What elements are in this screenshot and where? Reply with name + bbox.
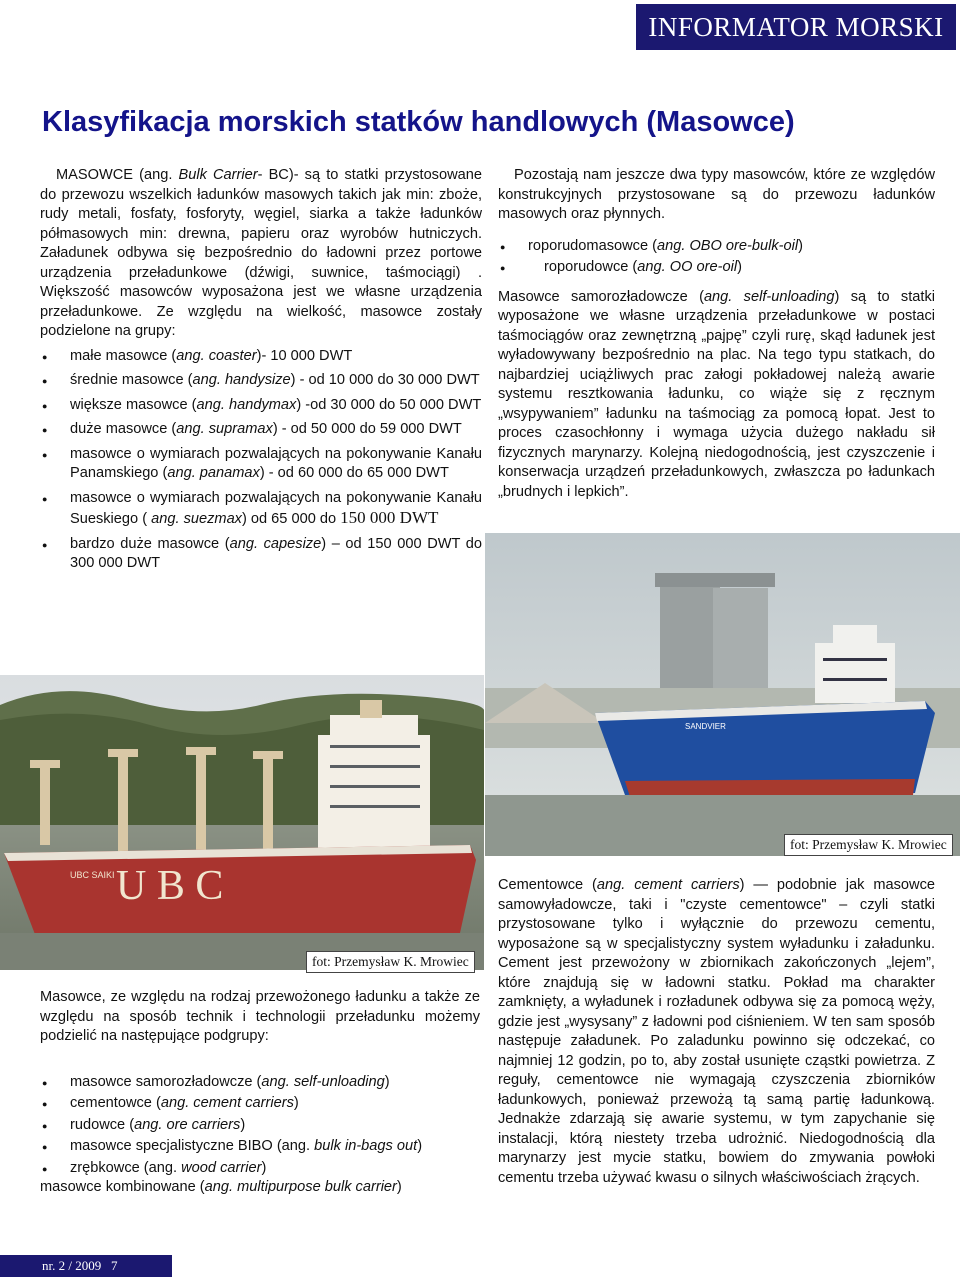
item-term: ang. self-unloading — [261, 1073, 385, 1090]
item-post: ) — [240, 1116, 246, 1133]
item-pre: roporudowce ( — [544, 259, 638, 275]
mixed-type-item — [498, 237, 935, 257]
mixed-types-list — [498, 237, 935, 278]
item-term: ang. ore carriers — [134, 1116, 241, 1133]
item-term: bulk in-bags out — [314, 1138, 418, 1154]
item-post: ) - od 10 000 do 30 000 DWT — [290, 372, 480, 388]
intro-text-a: (ang. — [133, 167, 179, 183]
item-term: ang. suezmax — [151, 511, 242, 527]
item-pre: rudowce ( — [70, 1116, 135, 1133]
size-group-item — [40, 420, 482, 440]
subgroups-paragraph: Masowce, ze względu na rodzaj przewożonego ładunku a także ze względu na sposób technik i technologii przeładunku możemy podzielić na następujące podgrupy: — [40, 989, 480, 1044]
photo-caption-left: fot: Przemysław K. Mrowiec — [306, 951, 475, 973]
last-pre: masowce kombinowane ( — [40, 1179, 205, 1195]
size-group-item — [40, 489, 482, 530]
item-post: ) — [384, 1073, 390, 1090]
item-pre: bardzo duże masowce ( — [70, 535, 230, 552]
item-pre: małe masowce ( — [70, 347, 177, 364]
p2-c: ) są to statki wyposażone we własne urządzenia przeładunkowe w postaci taśmociągów oraz zewnętrzną „pajpę” czyli rurę, skąd ładunek jest wyładowywany bezpośrednio na plac. Na tego typu statkach, do najbardziej uciążliwych prac załogi pokładowej należą awarie systemu resztkowania ładunku, co wiąże się z ręcznym „wsypywaniem” ładunku na taśmociąg za pomocą łopat. Jest to proces czasochłonny i wymaga użycia dużego nakładu sił fizycznych marynarzy. Kolejną niedogodnością, jest czyszczenie i konserwacja urządzeń przeładunkowych, zwłaszcza po ładunkach „brudnych i lepkich”. — [498, 288, 935, 500]
subgroup-item — [40, 1159, 480, 1179]
subgroups-column — [40, 988, 480, 1198]
item-post: ) — [293, 1095, 299, 1111]
size-group-item — [40, 535, 482, 574]
cement-column — [498, 876, 935, 1188]
item-post: ) — [417, 1138, 423, 1154]
item-pre: zrębkowce (ang. — [70, 1159, 182, 1176]
size-group-item — [40, 396, 482, 416]
footer-label: nr. 2 / 2009 7 — [42, 1258, 118, 1273]
cement-c: ) — podobnie jak masowce samowyładowcze, taki i "czyste cementowce" – czyli statki przystosowane tylko i wyłącznie do przewozu cementu, wyposażone są w specjalistyczny system wyładunku i załadunku. Cement jest przewożony w zbiornikach zakończonych „lejem”, które znajdują się w ładowni statku. Pokład ma charakter zamknięty, a wyładunek i rozładunek odbywa się za pomocą węży, gdzie jest „wysysany” z ładowni pod ciśnieniem. W ten sam sposób następuje załadunek. Po zaladunku powinno się odczekać, co najmniej 12 godzin, po to, aby został usunięte cząstki powietrza. Z reguły, cementowce nie wymagają czyszczenia zbiorników ładunkowych, ponieważ przewożą tą samą partię ładunkową. Jednakże zdarzają się awarie systemu, w tym zapychanie się instalacji, którą niestety trzeba udrożnić. Niedogodnością dla marynarzy jest mycie statku, bowiem do zmywania powłoki cementu trzeba używać kwasu o silnych właściwościach żrących. — [498, 877, 935, 1186]
item-term: ang. OO ore-oil — [637, 259, 738, 275]
item-post: ) od 65 000 do — [241, 511, 341, 527]
last-term: ang. multipurpose bulk carrier — [204, 1179, 397, 1195]
p2-a: Masowce samorozładowcze ( — [498, 288, 704, 305]
item-post: ) – od 150 000 DWT do 300 000 DWT — [70, 535, 483, 571]
ship-photo-ubc — [0, 675, 484, 970]
item-term: ang. coaster — [176, 347, 257, 364]
item-pre: cementowce ( — [70, 1095, 161, 1111]
intro-column — [40, 166, 482, 574]
cement-term: ang. cement carriers — [596, 877, 740, 893]
item-term: ang. handysize — [192, 372, 291, 388]
mixed-type-item — [498, 258, 935, 278]
combined-carriers-line — [40, 1178, 480, 1198]
item-post: ) — [798, 237, 803, 254]
size-group-list — [40, 347, 482, 574]
item-post: ) - od 60 000 do 65 000 DWT — [259, 465, 449, 481]
item-pre: masowce o wymiarach pozwalających na pokonywanie Kanału Panamskiego ( — [70, 445, 482, 481]
size-group-item — [40, 347, 482, 367]
item-pre: masowce o wymiarach pozwalających na pokonywanie Kanału Sueskiego ( — [70, 489, 482, 527]
last-post: ) — [396, 1179, 402, 1195]
subgroup-item — [40, 1137, 480, 1157]
item-term: ang. capesize — [229, 535, 322, 552]
ship-name-label: UBC SAIKI — [70, 870, 115, 880]
item-pre: roporudomasowce ( — [528, 237, 657, 254]
subgroup-item — [40, 1116, 480, 1136]
item-serif-value: 150 000 DWT — [340, 508, 439, 527]
item-pre: masowce samorozładowcze ( — [70, 1073, 262, 1090]
item-pre: średnie masowce ( — [70, 372, 193, 388]
item-post: ) — [737, 259, 742, 275]
intro-term: Bulk Carrier — [178, 167, 258, 183]
subgroup-item — [40, 1073, 480, 1093]
size-group-item — [40, 445, 482, 484]
item-term: ang. handymax — [196, 396, 297, 413]
intro-lead: MASOWCE — [56, 167, 134, 183]
item-term: ang. supramax — [176, 421, 273, 437]
subgroup-item — [40, 1094, 480, 1114]
p2-term: ang. self-unloading — [703, 288, 835, 305]
cement-a: Cementowce ( — [498, 877, 597, 893]
item-post: ) -od 30 000 do 50 000 DWT — [296, 396, 482, 413]
item-post: )- 10 000 DWT — [256, 347, 353, 364]
item-term: wood carrier — [181, 1159, 262, 1176]
article-title: Klasyfikacja morskich statków handlowych (Masowce) — [42, 106, 795, 138]
item-pre: większe masowce ( — [70, 396, 197, 413]
self-unloading-paragraph — [498, 288, 935, 503]
intro-text-c: - BC)- są to statki przystosowane do przewozu wszelkich ładunków masowych takich jak min: zboże, rudy metali, fosfaty, fosforyty, węgiel, siarka a także ładunków półmasowych min: drewna, papieru oraz wyrobów hutniczych. Załadunek odbywa się bezpośrednio do ładowni przez portowe urządzenia przeładunkowe (dźwigi, suwnice, taśmociągi) . Większość masowców wyposażona jest we własne urządzenia przeładunkowe. Ze względu na wielkość, masowce zostały podzielone na grupy: — [40, 167, 482, 339]
item-term: ang. panamax — [167, 465, 260, 481]
ship-illustration-sandvier — [485, 533, 960, 856]
item-post: ) — [261, 1159, 267, 1176]
item-pre: masowce specjalistyczne BIBO (ang. — [70, 1138, 315, 1154]
header-label: INFORMATOR MORSKI — [648, 11, 944, 42]
item-post: ) - od 50 000 do 59 000 DWT — [272, 421, 462, 437]
page-footer — [0, 1255, 172, 1277]
item-term: ang. OBO ore-bulk-oil — [656, 237, 799, 254]
ship-photo-sandvier — [485, 533, 960, 856]
intro-paragraph — [40, 166, 482, 342]
magazine-header — [636, 4, 956, 50]
hull-lettering: U B C — [116, 863, 224, 909]
ship-illustration-ubc — [0, 675, 484, 970]
item-term: ang. cement carriers — [160, 1095, 294, 1111]
ship-name-label-right: SANDVIER — [685, 722, 726, 731]
cement-paragraph — [498, 876, 935, 1188]
mixed-types-paragraph: Pozostają nam jeszcze dwa typy masowców, które ze względów konstrukcyjnych przystosowane są do przewozu ładunków masowych oraz płynnych. — [498, 167, 935, 222]
item-pre: duże masowce ( — [70, 421, 177, 437]
subgroups-list — [40, 1073, 480, 1179]
photo-caption-right: fot: Przemysław K. Mrowiec — [784, 834, 953, 856]
size-group-item — [40, 371, 482, 391]
right-top-column — [498, 166, 935, 502]
